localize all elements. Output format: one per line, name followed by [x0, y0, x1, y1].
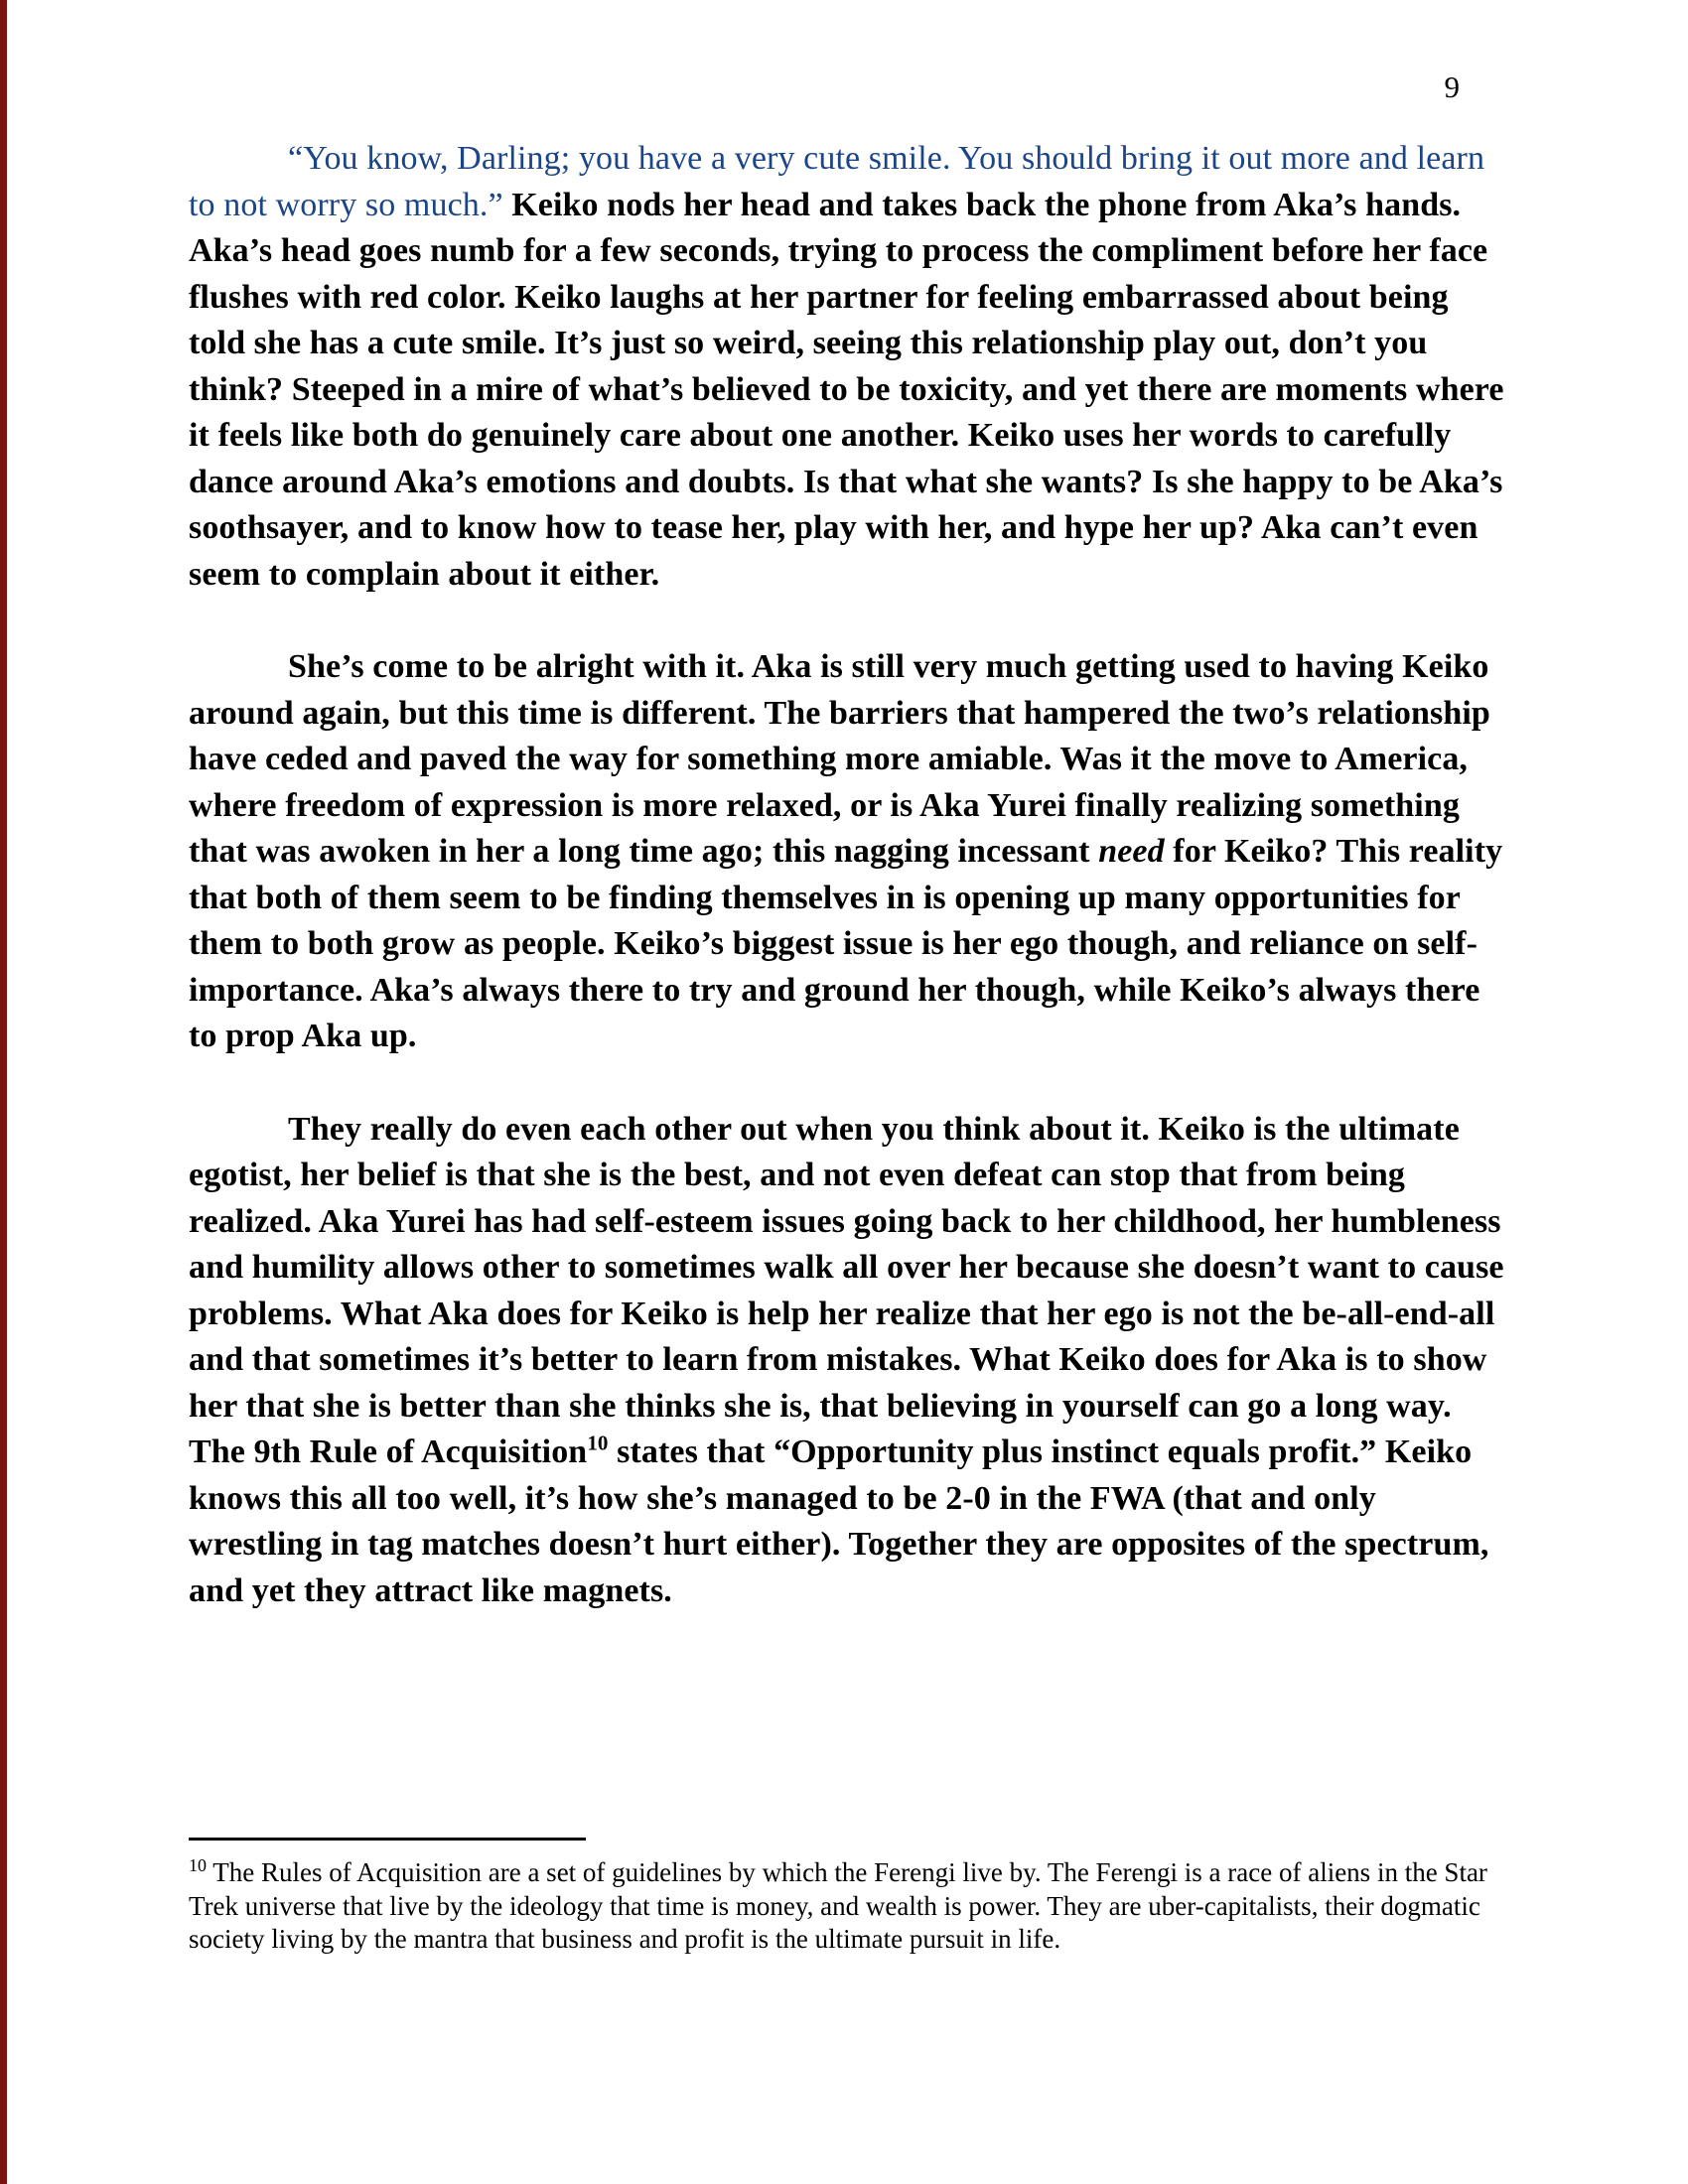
page-edge-strip: [0, 0, 7, 2184]
text-segment: “You know, Darling; you have a very cute smile. You should bring it out more and learn to not worry so much.”: [189, 140, 1493, 223]
text-segment: She’s come to be alright with it. Aka is still very much getting used to having Keiko around again, but this time is different. The barriers that hampered the two’s relationship have ceded and paved the way for something more amiable. Was it the move to America, where freedom of expression is more relaxed, or is Aka Yurei finally realizing something that was awoken in her a long time ago; this nagging incessant: [189, 648, 1499, 870]
text-segment: for Keiko? This reality that both of them seem to be finding themselves in is opening up many opportunities for them to both grow as people. Keiko’s biggest issue is her ego though, and reliance on self-importance. Aka’s always there to try and ground her though, while Keiko’s always there to prop Aka up.: [189, 833, 1511, 1054]
text-segment: They really do even each other out when you think about it. Keiko is the ultimate egotist, her belief is that she is the best, and not even defeat can stop that from being realized. Aka Yurei has had self-esteem issues going back to her childhood, her humbleness and humility allows other to sometimes walk all over her because she doesn’t want to cause problems. What Aka does for Keiko is help her realize that her ego is not the be-all-end-all and that sometimes it’s better to learn from mistakes. What Keiko does for Aka is to show her that she is better than she thinks she is, that believing in yourself can go a long way. The 9th Rule of Acquisition: [189, 1110, 1513, 1470]
text-segment: states that “Opportunity plus instinct equals profit.” Keiko knows this all too well, it’s how she’s managed to be 2-0 in the FWA (that and only wrestling in tag matches doesn’t hurt either). Together they are opposites of the spectrum, and yet they attract like magnets.: [189, 1433, 1498, 1609]
page-number: 9: [1444, 69, 1460, 104]
footnote-area: [189, 1838, 1509, 1957]
paragraph-3: [189, 1107, 1513, 1615]
text-segment: 10: [587, 1431, 609, 1455]
paragraph-1: [189, 136, 1513, 598]
text-segment: need: [1098, 833, 1165, 870]
document-body: [189, 136, 1513, 1661]
paragraph-2: [189, 644, 1509, 1060]
footnote-separator: [189, 1838, 586, 1841]
footnote-body: The Rules of Acquisition are a set of guidelines by which the Ferengi live by. The Ferengi is a race of aliens in the Star Trek universe that live by the ideology that time is money, and wealth is power. They are uber-capitalists, their dogmatic society living by the mantra that business and profit is the ultimate pursuit in life.: [189, 1857, 1494, 1954]
text-segment: Keiko nods her head and takes back the phone from Aka’s hands. Aka’s head goes numb for a few seconds, trying to process the compliment before her face flushes with red color. Keiko laughs at her partner for feeling embarrassed about being told she has a cute smile. It’s just so weird, seeing this relationship play out, don’t you think? Steeped in a mire of what’s believed to be toxicity, and yet there are moments where it feels like both do genuinely care about one another. Keiko uses her words to carefully dance around Aka’s emotions and doubts. Is that what she wants? Is she happy to be Aka’s soothsayer, and to know how to tease her, play with her, and hype her up? Aka can’t even seem to complain about it either.: [189, 186, 1513, 593]
footnote-marker: 10: [189, 1855, 207, 1875]
footnote-text: [189, 1856, 1509, 1957]
